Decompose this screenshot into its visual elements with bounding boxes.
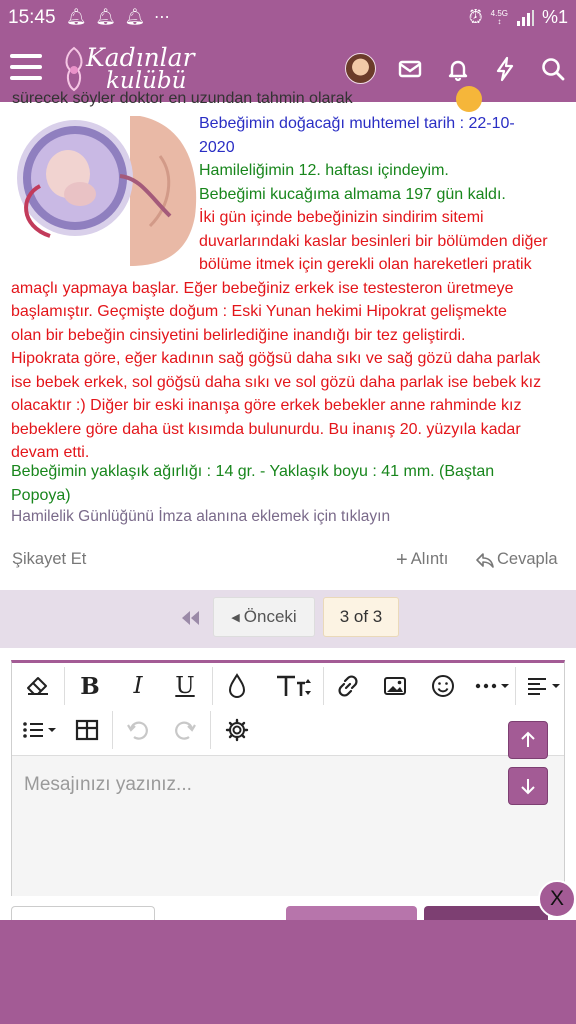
alarm-bell-icon: 🔔︎ <box>95 9 116 26</box>
scroll-up-button[interactable] <box>508 721 548 759</box>
prev-page-label: Önceki <box>243 607 297 626</box>
info-line: bölüme itmek için gerekli olan hareketleri pratik <box>199 256 532 273</box>
weight-line2: Popoya) <box>11 486 71 504</box>
table-icon[interactable] <box>73 716 101 744</box>
drop-icon[interactable] <box>223 672 251 700</box>
weight-line1: Bebeğimin yaklaşık ağırlığı : 14 gr. - Yaklaşık boyu : 41 mm. (Baştan <box>11 463 495 480</box>
bolt-icon[interactable] <box>491 55 519 83</box>
toolbar-separator <box>210 711 211 749</box>
info-line: ise bebek erkek, sol göğsü daha sıkı ve sol gözü daha parlak ise bebek kız <box>11 373 542 391</box>
message-textarea[interactable] <box>12 755 564 896</box>
plus-icon: + <box>396 548 408 571</box>
alarm-bell-icon: 🔔︎ <box>124 9 145 26</box>
reply-editor <box>11 660 565 896</box>
editor-toolbar <box>12 663 564 755</box>
info-line: amaçlı yapmaya başlar. Eğer bebeğiniz erkek ise testesteron üretmeye <box>11 279 514 297</box>
signal-icon <box>516 10 534 26</box>
battery-level: %1 <box>541 7 568 27</box>
scroll-down-button[interactable] <box>508 767 548 805</box>
eraser-icon[interactable] <box>24 672 52 700</box>
bell-icon[interactable] <box>444 55 472 83</box>
info-line: duvarlarındaki kaslar besinleri bir bölümden diğer <box>199 232 548 250</box>
pregnancy-week: Hamileliğimin 12. haftası içindeyim. <box>199 162 449 179</box>
preview-button[interactable] <box>286 906 417 920</box>
logo-flower-icon <box>60 46 88 92</box>
reply-editor-area <box>0 648 576 920</box>
italic-icon[interactable]: I <box>133 673 143 699</box>
more-dots-icon: ⋯ <box>153 9 170 26</box>
bold-icon[interactable]: B <box>80 672 100 700</box>
reply-button[interactable] <box>476 550 558 569</box>
info-line: olacaktır :) Diğer bir eski inanışa göre erkek bebekler anne rahminde kız <box>11 397 522 414</box>
previous-line-cut: sürecek söyler doktor en uzundan tahmin olarak <box>12 90 353 107</box>
redo-icon[interactable] <box>171 716 199 744</box>
baby-illustration <box>10 116 198 266</box>
menu-icon[interactable] <box>10 54 42 80</box>
post-content <box>0 90 576 590</box>
underline-icon[interactable]: U <box>175 673 195 699</box>
due-date-line2: 2020 <box>199 138 235 156</box>
smiley-icon[interactable] <box>429 672 457 700</box>
days-left: Bebeğimi kucağıma almama 197 gün kaldı. <box>199 185 506 203</box>
current-page: 3 of 3 <box>323 597 399 637</box>
alarm-bell-icon: 🔔︎ <box>66 9 87 26</box>
toolbar-separator <box>515 667 516 705</box>
close-button[interactable]: X <box>538 880 576 918</box>
mail-icon[interactable] <box>396 55 424 83</box>
more-icon[interactable] <box>472 672 512 700</box>
link-icon[interactable] <box>334 672 362 700</box>
logo-text-line1: Kadınlar <box>86 43 195 72</box>
pagination <box>0 590 576 648</box>
toolbar-separator <box>64 667 65 705</box>
status-time: 15:45 <box>8 7 56 28</box>
reply-icon <box>476 552 494 568</box>
info-line: devam etti. <box>11 444 90 461</box>
report-link[interactable]: Şikayet Et <box>12 550 87 568</box>
info-line: bebeklere göre daha üst kısımda bulunurdu. Bu inanış 20. yüzyıla kadar <box>11 420 521 438</box>
image-icon[interactable] <box>381 672 409 700</box>
quote-label: Alıntı <box>410 550 449 568</box>
bottom-bar <box>0 920 576 1024</box>
prev-page-button[interactable] <box>213 597 315 637</box>
status-bar <box>0 0 576 38</box>
toolbar-separator <box>112 711 113 749</box>
list-icon[interactable] <box>20 716 60 744</box>
text-size-icon[interactable] <box>274 672 314 700</box>
site-logo[interactable] <box>60 42 200 96</box>
toolbar-separator <box>323 667 324 705</box>
avatar[interactable] <box>345 53 376 84</box>
info-line: Hipokrata göre, eğer kadının sağ göğsü daha sıkı ve sağ gözü daha parlak <box>11 350 541 367</box>
arrow-up-icon <box>518 730 538 750</box>
notification-icons <box>66 7 170 27</box>
info-line: olan bir bebeğin cinsiyetini belirlediğine inandığı bir tez geliştirdi. <box>11 326 466 344</box>
undo-icon[interactable] <box>124 716 152 744</box>
settings-icon[interactable] <box>223 716 251 744</box>
emoji-icon <box>456 86 482 112</box>
network-label: 4.5G ↕ <box>490 8 508 26</box>
submit-button[interactable] <box>424 906 548 920</box>
signature-link[interactable]: Hamilelik Günlüğünü İmza alanına eklemek için tıklayın <box>11 508 391 525</box>
caret-left-icon: ◀ <box>231 611 240 624</box>
due-date-line1: Bebeğimin doğacağı muhtemel tarih : 22-10- <box>199 115 515 132</box>
info-line: başlamıştır. Geçmişte doğum : Eski Yunan hekimi Hipokrat gelişmekte <box>11 303 507 320</box>
toolbar-separator <box>212 667 213 705</box>
reply-label: Cevapla <box>497 550 558 568</box>
logo-text-line2: kulübü <box>106 68 187 94</box>
message-placeholder: Mesajınızı yazınız... <box>24 774 192 795</box>
alarm-clock-icon: ⏰︎ <box>468 7 483 27</box>
search-icon[interactable] <box>539 55 567 83</box>
first-page-icon[interactable] <box>178 606 202 630</box>
arrow-down-icon <box>518 776 538 796</box>
align-icon[interactable] <box>524 672 564 700</box>
attach-button[interactable] <box>11 906 155 920</box>
info-line: İki gün içinde bebeğinizin sindirim sitemi <box>199 209 484 226</box>
quote-button[interactable] <box>396 550 448 569</box>
